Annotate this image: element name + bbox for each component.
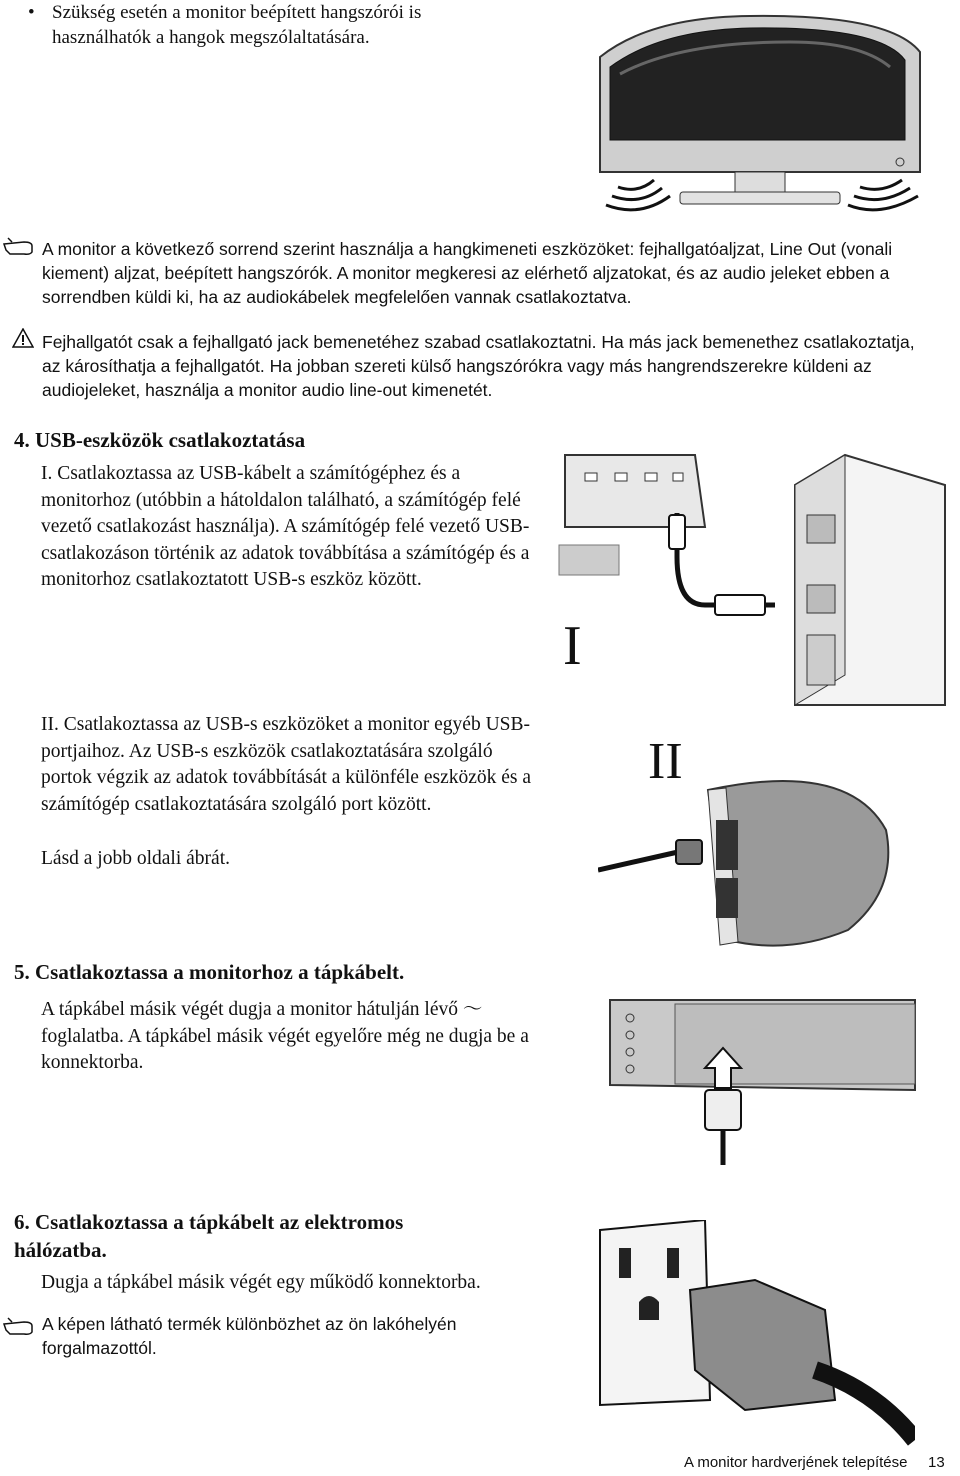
usb-pc-connection-illustration: [545, 445, 960, 715]
warning-triangle-icon: [12, 328, 34, 348]
warning-headphone-text: Fejhallgatót csak a fejhallgató jack bemenetéhez szabad csatlakoztatni. Ha más jack bemenethez csatlakoztatja, az károsíthatja a fejhallgatót. Ha jobban szereti külső hangszórókra vagy más hangrendszerekre küldeni az audiojeleket, használja a monitor audio line-out kimenetét.: [42, 332, 915, 400]
pointing-hand-icon: [2, 1316, 36, 1336]
monitor-speakers-illustration: [590, 12, 930, 217]
note-product-text: A képen látható termék különbözhet az ön lakóhelyén forgalmazottól.: [42, 1314, 457, 1358]
usb-step-2-text: II. Csatlakoztassa az USB-s eszközöket a monitor egyéb USB-portjaihoz. Az USB-s eszközök csatlakoztatására szolgáló portok végzik az adatok továbbítását a különféle eszközök és a számítógép csatlakoztatására szolgáló port között.: [41, 714, 532, 815]
bullet-text: Szükség esetén a monitor beépített hangszórói is használhatók a hangok megszólaltatására.: [52, 2, 422, 48]
figure-label-ii: II: [648, 733, 683, 790]
page-number: 13: [928, 1454, 945, 1471]
usb-see-figure-text: Lásd a jobb oldali ábrát.: [41, 848, 230, 869]
intro-bullet: [28, 0, 508, 50]
bullet-symbol: •: [28, 2, 35, 23]
usb-monitor-ports-illustration: [598, 770, 898, 955]
footer-title: A monitor hardverjének telepítése: [684, 1454, 908, 1471]
pointing-hand-icon: [2, 236, 36, 256]
wall-outlet-plug-illustration: [595, 1220, 915, 1455]
usb-step-1-text: I. Csatlakoztassa az USB-kábelt a számítógéphez és a monitorhoz (utóbbin a hátoldalon található, a számítógép felé vezető csatlakozást használja). A számítógép felé vezető USB-csatlakozáson történik az adatok továbbítása a számítógép és a monitorhoz csatlakoztatott USB-s eszköz között.: [41, 463, 530, 590]
power-cable-text: A tápkábel másik végét dugja a monitor hátulján lévő ～ foglalatba. A tápkábel másik végét egyelőre még ne dugja be a konnektorba.: [41, 999, 529, 1073]
outlet-text: Dugja a tápkábel másik végét egy működő konnektorba.: [41, 1272, 481, 1293]
section-5-heading: 5. Csatlakoztassa a monitorhoz a tápkábelt.: [14, 960, 405, 984]
section-4-heading: 4. USB-eszközök csatlakoztatása: [14, 428, 306, 452]
figure-label-i: I: [563, 615, 582, 677]
monitor-power-socket-illustration: [605, 990, 925, 1165]
section-6-heading: 6. Csatlakoztassa a tápkábelt az elektromos hálózatba.: [14, 1210, 404, 1262]
note-audio-text: A monitor a következő sorrend szerint használja a hangkimeneti eszközöket: fejhallgatóaljzat, Line Out (vonali kiement) aljzat, beépített hangszórók. A monitor megkeresi az elérhető aljzatokat, és az audio jeleket ebben a sorrendben küldi ki, ha az audiokábelek megfelelően vannak csatlakoztatva.: [42, 239, 893, 307]
